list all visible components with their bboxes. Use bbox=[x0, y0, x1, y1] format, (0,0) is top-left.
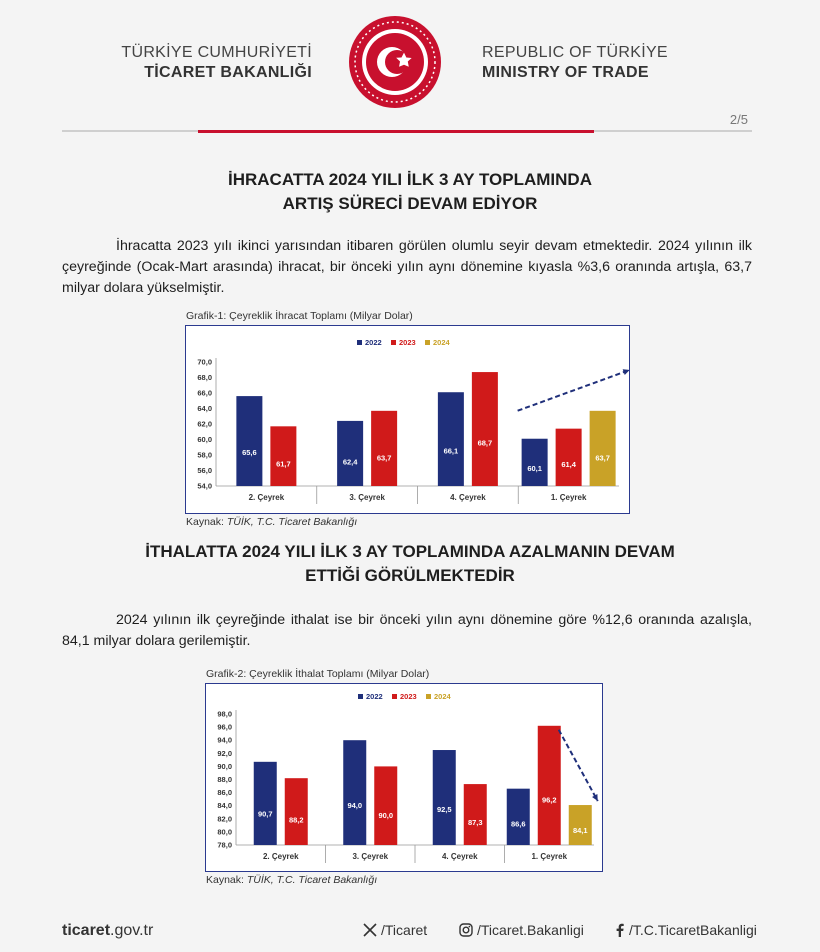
chart1-source bbox=[186, 516, 357, 528]
bar-2023-3 bbox=[538, 726, 561, 845]
x-icon bbox=[363, 923, 377, 937]
footer-website[interactable] bbox=[62, 922, 153, 940]
legend-label-2022: 2022 bbox=[366, 692, 383, 701]
section1-heading-line2: ARTIŞ SÜRECİ DEVAM EDİYOR bbox=[282, 194, 538, 213]
bar-value-label: 96,2 bbox=[541, 795, 557, 805]
trend-arrow-line bbox=[518, 370, 629, 411]
category-label: 2. Çeyrek bbox=[248, 493, 285, 502]
category-label: 3. Çeyrek bbox=[349, 493, 385, 502]
category-label: 1. Çeyrek bbox=[550, 493, 587, 502]
chart2-frame bbox=[205, 683, 603, 872]
category-label: 4. Çeyrek bbox=[441, 852, 478, 861]
bar-value-label: 90,7 bbox=[257, 809, 273, 819]
bar-value-label: 86,6 bbox=[510, 819, 526, 829]
bar-2022-0 bbox=[254, 762, 277, 845]
legend-label-2024: 2024 bbox=[433, 338, 450, 347]
footer-instagram-link[interactable] bbox=[459, 922, 584, 938]
legend-swatch-2024 bbox=[426, 694, 431, 699]
bar-2022-3 bbox=[507, 789, 530, 845]
facebook-icon bbox=[615, 923, 625, 937]
bar-value-label: 87,3 bbox=[467, 817, 483, 827]
y-tick-label: 54,0 bbox=[197, 481, 212, 491]
y-tick-label: 94,0 bbox=[217, 735, 232, 745]
chart2-source-label: Kaynak: bbox=[206, 874, 244, 886]
section2-heading-line2: ETTİĞİ GÖRÜLMEKTEDİR bbox=[305, 566, 515, 585]
chart1-frame bbox=[185, 325, 630, 514]
bar-value-label: 63,7 bbox=[376, 453, 392, 463]
y-tick-label: 92,0 bbox=[217, 748, 232, 758]
section2-paragraph: 2024 yılının ilk çeyreğinde ithalat ise bir önceki yılın aynı dönemine göre %12,6 oranında azalışla, 84,1 milyar dolara gerilemiştir. bbox=[62, 612, 752, 649]
chart1-source-label: Kaynak: bbox=[186, 516, 224, 528]
y-tick-label: 80,0 bbox=[217, 827, 232, 837]
section2-heading bbox=[60, 540, 760, 588]
footer-website-rest: .gov.tr bbox=[110, 922, 154, 939]
ministry-emblem-icon bbox=[347, 14, 443, 110]
footer-website-bold: ticaret bbox=[62, 922, 111, 939]
footer-instagram-handle: /Ticaret.Bakanligi bbox=[477, 922, 584, 938]
y-tick-label: 62,0 bbox=[197, 419, 212, 429]
header-right-line2: MINISTRY OF TRADE bbox=[482, 64, 649, 81]
y-tick-label: 60,0 bbox=[197, 435, 212, 444]
bar-value-label: 90,0 bbox=[378, 811, 394, 821]
header-left-line2: TİCARET BAKANLIĞI bbox=[144, 64, 312, 81]
legend-swatch-2022 bbox=[357, 340, 362, 345]
header-right-line1: REPUBLIC OF TÜRKİYE bbox=[482, 44, 668, 61]
y-tick-label: 64,0 bbox=[197, 404, 212, 413]
y-tick-label: 70,0 bbox=[197, 357, 212, 367]
header-left bbox=[112, 44, 312, 82]
bar-value-label: 92,5 bbox=[436, 804, 452, 814]
y-tick-label: 96,0 bbox=[217, 722, 232, 732]
chart1-source-value: TÜİK, T.C. Ticaret Bakanlığı bbox=[226, 516, 358, 528]
y-tick-label: 86,0 bbox=[217, 788, 232, 798]
chart2-caption: Grafik-2: Çeyreklik İthalat Toplamı (Milyar Dolar) bbox=[206, 668, 430, 680]
chart2-source-value: TÜİK, T.C. Ticaret Bakanlığı bbox=[246, 874, 378, 886]
legend-label-2024: 2024 bbox=[434, 692, 451, 701]
section1-heading bbox=[60, 168, 760, 216]
bar-value-label: 66,1 bbox=[443, 446, 459, 456]
bar-value-label: 61,4 bbox=[561, 460, 576, 470]
y-tick-label: 84,0 bbox=[217, 801, 232, 811]
header-right bbox=[482, 44, 702, 82]
section1-paragraph: İhracatta 2023 yılı ikinci yarısından itibaren görülen olumlu seyir devam etmektedir. 2024 yılının ilk çeyreğinde (Ocak-Mart arasında) ihracat, bir önceki yılın aynı dönemine kıyasla %3,6 oranında artışla, 63,7 milyar dolara yükselmiştir. bbox=[62, 238, 752, 296]
instagram-icon bbox=[459, 923, 473, 937]
bar-value-label: 60,1 bbox=[527, 464, 542, 474]
footer-facebook-handle: /T.C.TicaretBakanligi bbox=[629, 922, 757, 938]
y-tick-label: 98,0 bbox=[217, 709, 232, 719]
chart2-source bbox=[206, 874, 377, 886]
y-tick-label: 78,0 bbox=[217, 840, 232, 850]
bar-value-label: 94,0 bbox=[347, 801, 363, 811]
bar-2023-1 bbox=[371, 411, 397, 486]
bar-2023-0 bbox=[270, 426, 296, 486]
footer-x-handle: /Ticaret bbox=[381, 922, 428, 938]
category-label: 2. Çeyrek bbox=[262, 852, 299, 861]
section2-heading-line1: İTHALATTA 2024 YILI İLK 3 AY TOPLAMINDA AZALMANIN DEVAM bbox=[145, 542, 675, 561]
y-tick-label: 66,0 bbox=[197, 388, 212, 398]
legend-swatch-2023 bbox=[391, 340, 396, 345]
chart1-caption: Grafik-1: Çeyreklik İhracat Toplamı (Milyar Dolar) bbox=[186, 310, 413, 322]
bar-2022-2 bbox=[438, 392, 464, 486]
y-tick-label: 88,0 bbox=[217, 775, 232, 784]
legend-label-2023: 2023 bbox=[399, 338, 416, 347]
chart2-import bbox=[206, 684, 602, 871]
bar-2024-3 bbox=[590, 411, 616, 486]
page-number: 2/5 bbox=[729, 112, 748, 127]
category-label: 3. Çeyrek bbox=[352, 852, 389, 861]
bar-2022-3 bbox=[522, 439, 548, 486]
bar-2022-1 bbox=[337, 421, 363, 486]
legend-swatch-2024 bbox=[425, 340, 430, 345]
bar-2023-1 bbox=[374, 766, 397, 845]
bar-value-label: 68,7 bbox=[477, 438, 493, 448]
category-label: 4. Çeyrek bbox=[450, 493, 486, 502]
y-tick-label: 68,0 bbox=[197, 373, 212, 382]
bar-value-label: 84,1 bbox=[572, 825, 588, 835]
bar-2023-2 bbox=[472, 372, 498, 486]
header-divider-accent bbox=[198, 130, 594, 133]
legend-label-2023: 2023 bbox=[400, 692, 417, 701]
bar-2022-0 bbox=[236, 396, 262, 486]
legend-swatch-2023 bbox=[392, 694, 397, 699]
bar-value-label: 88,2 bbox=[288, 815, 304, 825]
bar-value-label: 61,7 bbox=[276, 459, 291, 469]
y-tick-label: 56,0 bbox=[197, 466, 212, 475]
y-tick-label: 82,0 bbox=[217, 814, 232, 824]
legend-swatch-2022 bbox=[358, 694, 363, 699]
bar-2023-0 bbox=[285, 778, 308, 845]
legend-label-2022: 2022 bbox=[365, 338, 382, 347]
bar-2023-2 bbox=[464, 784, 487, 845]
section1-heading-line1: İHRACATTA 2024 YILI İLK 3 AY TOPLAMINDA bbox=[228, 170, 592, 189]
category-label: 1. Çeyrek bbox=[531, 852, 568, 861]
bar-value-label: 65,6 bbox=[242, 447, 257, 457]
trend-arrow-line bbox=[559, 730, 598, 801]
bar-2022-2 bbox=[433, 750, 456, 845]
y-tick-label: 90,0 bbox=[217, 761, 232, 771]
bar-2022-1 bbox=[343, 740, 366, 845]
y-tick-label: 58,0 bbox=[197, 450, 212, 460]
chart1-export bbox=[186, 326, 629, 513]
footer-facebook-link[interactable] bbox=[615, 922, 757, 938]
bar-2023-3 bbox=[556, 429, 582, 486]
bar-value-label: 62,4 bbox=[342, 457, 358, 467]
footer-x-link[interactable] bbox=[363, 922, 427, 938]
header-left-line1: TÜRKİYE CUMHURİYETİ bbox=[121, 44, 312, 61]
bar-value-label: 63,7 bbox=[595, 453, 610, 463]
